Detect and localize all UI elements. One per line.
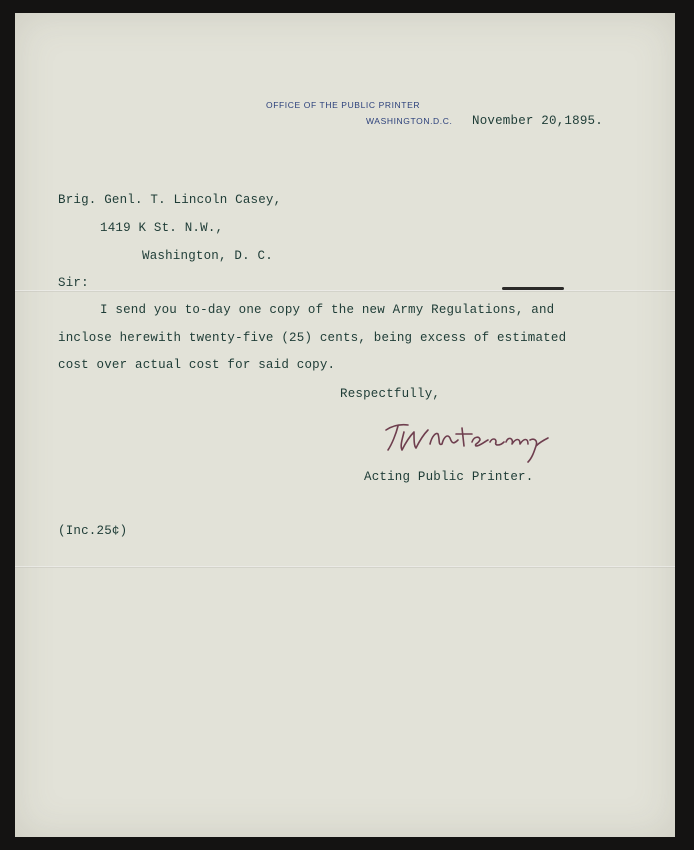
fold-line-bottom (15, 566, 675, 568)
body-line-3: cost over actual cost for said copy. (58, 358, 336, 372)
recipient-name: Brig. Genl. T. Lincoln Casey, (58, 193, 282, 207)
salutation: Sir: (58, 276, 89, 290)
recipient-street: 1419 K St. N.W., (100, 221, 224, 235)
ink-smudge (502, 287, 564, 290)
closing: Respectfully, (340, 387, 441, 401)
body-line-2: inclose herewith twenty-five (25) cents, being excess of estimated (58, 331, 567, 345)
fold-line-top (15, 290, 675, 292)
letter-page (15, 13, 675, 837)
letter-date: November 20,1895. (472, 114, 603, 128)
enclosure-note: (Inc.25¢) (58, 524, 128, 538)
signer-title: Acting Public Printer. (364, 470, 534, 484)
body-line-1: I send you to-day one copy of the new Army Regulations, and (100, 303, 555, 317)
letterhead-city: WASHINGTON.D.C. (366, 116, 453, 126)
letterhead-office: OFFICE OF THE PUBLIC PRINTER (266, 100, 421, 110)
handwritten-signature (378, 412, 558, 468)
recipient-city: Washington, D. C. (142, 249, 273, 263)
